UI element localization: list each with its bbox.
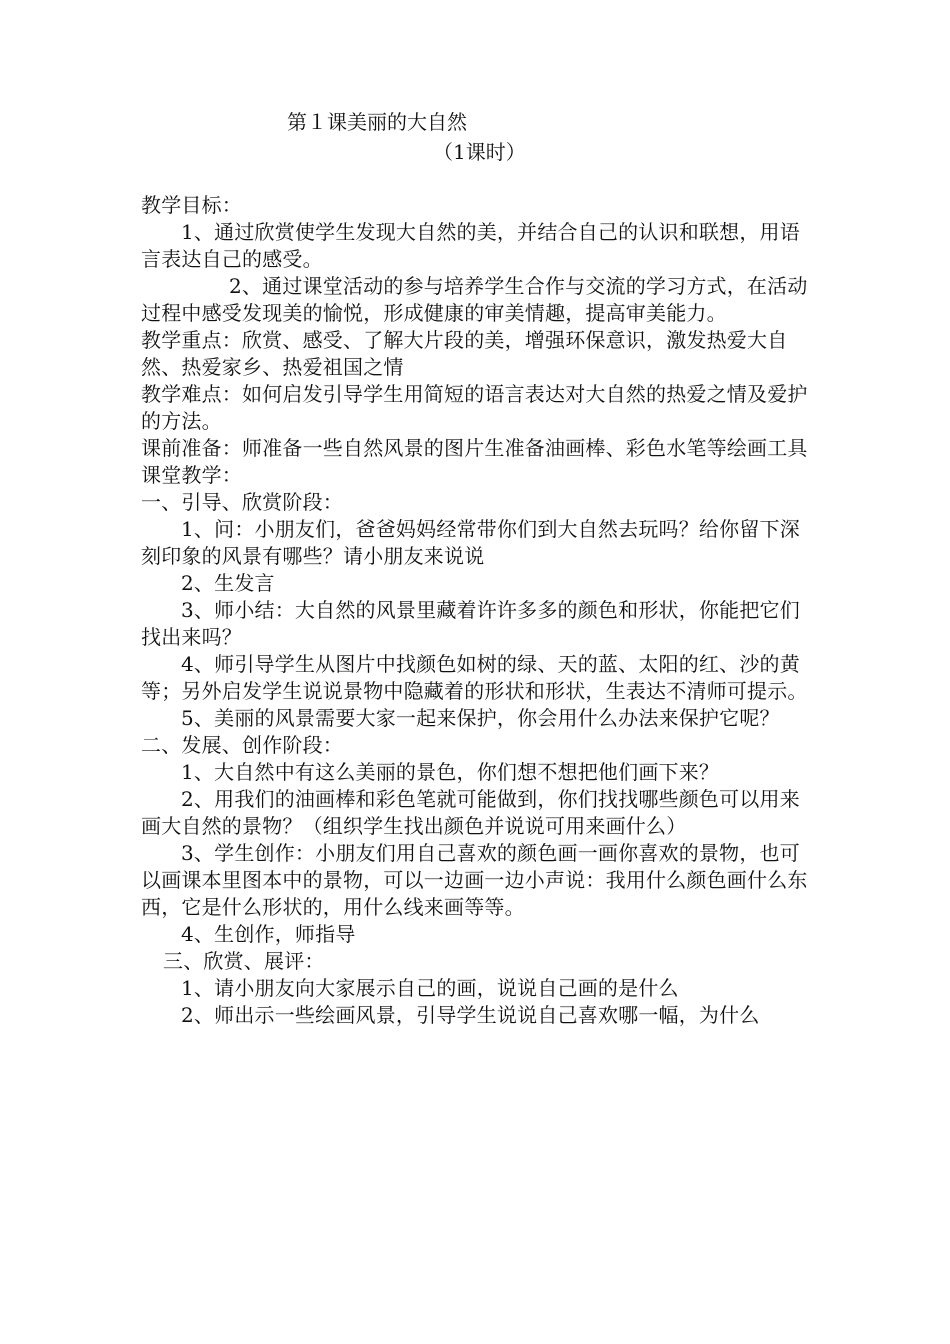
section-1-item-4: 4、师引导学生从图片中找颜色如树的绿、天的蓝、太阳的红、沙的黄等；另外启发学生说说景物中隐藏着的形状和形状，生表达不清师可提示。 — [141, 652, 808, 703]
section-2-item-1: 1、大自然中有这么美丽的景色，你们想不想把他们画下来？ — [181, 760, 720, 784]
key-points: 教学重点：欣赏、感受、了解大片段的美，增强环保意识，激发热爱大自然、热爱家乡、热爱祖国之情 — [141, 328, 788, 379]
heading-objectives: 教学目标： — [141, 193, 242, 217]
document-body — [141, 192, 813, 1029]
document-subtitle: （1课时） — [433, 140, 526, 164]
section-1-item-1: 1、问：小朋友们，爸爸妈妈经常带你们到大自然去玩吗？给你留下深刻印象的风景有哪些？请小朋友来说说 — [141, 517, 800, 568]
objective-1: 1、通过欣赏使学生发现大自然的美，并结合自己的认识和联想，用语言表达自己的感受。 — [141, 220, 800, 271]
objective-2: 2、通过课堂活动的参与培养学生合作与交流的学习方式，在活动过程中感受发现美的愉悦，形成健康的审美情趣，提高审美能力。 — [141, 274, 808, 325]
section-2-item-4: 4、生创作，师指导 — [181, 922, 356, 946]
section-2-item-3: 3、学生创作：小朋友们用自己喜欢的颜色画一画你喜欢的景物，也可以画课本里图本中的景物，可以一边画一边小声说：我用什么颜色画什么东西，它是什么形状的，用什么线来画等等。 — [141, 841, 808, 919]
section-1-item-3: 3、师小结：大自然的风景里藏着许许多多的颜色和形状，你能把它们找出来吗？ — [141, 598, 800, 649]
section-1-item-5: 5、美丽的风景需要大家一起来保护，你会用什么办法来保护它呢？ — [181, 706, 780, 730]
section-1-heading: 一、引导、欣赏阶段： — [141, 490, 343, 514]
section-3-item-2: 2、师出示一些绘画风景，引导学生说说自己喜欢哪一幅，为什么 — [181, 1003, 760, 1027]
section-2-item-2: 2、用我们的油画棒和彩色笔就可能做到，你们找找哪些颜色可以用来画大自然的景物？（组织学生找出颜色并说说可用来画什么） — [141, 787, 800, 838]
document-title: 第１课美丽的大自然 — [287, 110, 467, 134]
section-3-heading: 三、欣赏、展评： — [163, 949, 325, 973]
difficult-points: 教学难点：如何启发引导学生用简短的语言表达对大自然的热爱之情及爱护的方法。 — [141, 382, 808, 433]
section-2-heading: 二、发展、创作阶段： — [141, 733, 343, 757]
preparation: 课前准备：师准备一些自然风景的图片生准备油画棒、彩色水笔等绘画工具课堂教学： — [141, 436, 808, 487]
section-3-item-1: 1、请小朋友向大家展示自己的画，说说自己画的是什么 — [181, 976, 679, 1000]
section-1-item-2: 2、生发言 — [181, 571, 275, 595]
